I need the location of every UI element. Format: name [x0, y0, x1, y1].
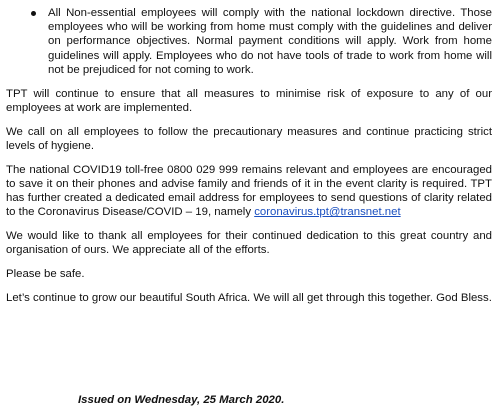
paragraph-safe: Please be safe.: [6, 268, 85, 281]
bullet-text-lockdown: All Non-essential employees will comply with the national lockdown directive. Those employees who will be working from home must comply with the guidelines and deliver on performance objectives. Normal payment conditions will apply. Work from home guidelines will apply. Employees who do not have tools of trade to work from home will not be prejudiced for not coming to work.: [48, 7, 492, 76]
paragraph-thanks: We would like to thank all employees for their continued dedication to this great country and organisation of ours. We appreciate all of the efforts.: [6, 230, 492, 257]
bullet-item-lockdown: [6, 6, 492, 77]
issued-date: Issued on Wednesday, 25 March 2020.: [78, 394, 285, 406]
email-link[interactable]: coronavirus.tpt@transnet.net: [254, 206, 401, 219]
paragraph-measures: TPT will continue to ensure that all measures to minimise risk of exposure to any of our employees at work are implemented.: [6, 88, 492, 115]
paragraph-closing: Let’s continue to grow our beautiful South Africa. We will all get through this together. God Bless.: [6, 291, 492, 304]
paragraph-tollfree: [6, 163, 492, 220]
tollfree-text: The national COVID19 toll-free 0800 029 999 remains relevant and employees are encouraged to save it on their phones and advise family and friends of it in the event clarity is required. TPT has further created a dedicated email address for employees to send questions of clarity related to the Coronavirus Disease/COVID – 19, namely: [6, 163, 492, 219]
paragraph-hygiene: We call on all employees to follow the precautionary measures and continue practicing strict levels of hygiene.: [6, 125, 492, 153]
bullet-point-icon: [31, 11, 36, 16]
bullet-list: [6, 6, 492, 77]
document-body: [6, 6, 492, 314]
